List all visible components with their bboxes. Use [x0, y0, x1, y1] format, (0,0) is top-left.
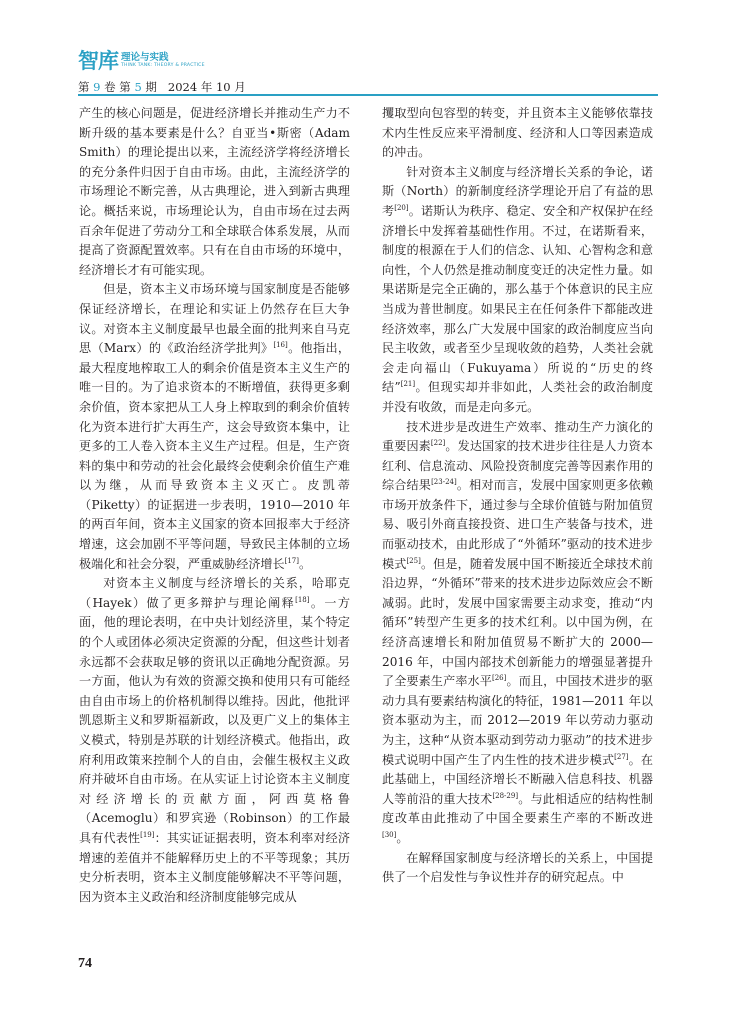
- citation-ref: [18]: [295, 595, 310, 604]
- citation-ref: [26]: [491, 674, 507, 683]
- logo-text: 智库: [78, 49, 118, 73]
- left-paragraph-1: 产生的核心问题是，促进经济增长并推动生产力不断升级的基本要素是什么？自亚当•斯密（Adam Smith）的理论提出以来，主流经济学将经济增长的充分条件归因于自由市场。由此，主流经济学的市场理论不断完善，从古典理论，进入到新古典理论。概括来说，市场理论认为，自由市场在过去两百余年促进了劳动分工和全球联合体系发展，从而提高了资源配置效率。只有在自由市场的环境中，经济增长才有可能实现。: [79, 106, 350, 277]
- text-run: 。在此基础上，中国经济增长不断融入信息科技、机器人等前沿的重大技术: [382, 752, 653, 806]
- right-paragraph-2: [382, 163, 653, 418]
- citation-ref: [30]: [382, 830, 397, 839]
- logo-side: [121, 52, 205, 69]
- citation-ref: [19]: [140, 830, 155, 839]
- issue-info: [78, 79, 246, 95]
- journal-header: [78, 50, 658, 98]
- text-run: 针对资本主义制度与经济增长关系的争论，诺斯（North）的新制度经济学理论开启了有益的思考: [382, 164, 653, 218]
- left-column: [79, 104, 350, 907]
- text-run: 。但是，随着发展中国不断接近全球技术前沿边界，“外循环”带来的技术进步边际效应会不断减弱。此时，发展中国家需要主动求变，推动“内循环”转型产生更多的技术红利。以中国为例，在经济高速增长和附加值贸易不断扩大的 2000—2016 年，中国内部技术创新能力的增强显著提升了全要素生产率水平: [382, 556, 653, 689]
- logo-subtitle: 理论与实践: [121, 52, 169, 63]
- text-run: 。: [396, 830, 409, 845]
- header-rule: [78, 94, 658, 96]
- left-paragraph-2: [79, 280, 350, 574]
- text-run: 技术进步是改进生产效率、推动生产力演化的重要因素: [382, 419, 653, 454]
- volume-number: 9: [93, 80, 101, 94]
- text-run: 。诺斯认为秩序、稳定、安全和产权保护在经济增长中发挥着基础性作用。不过，在诺斯看来，制度的根源在于人们的信念、认知、心智构念和意向性，个人仍然是推动制度变迁的决定性力量。如果诺斯是完全正确的，那么基于个体意识的民主应当成为普世制度。如果民主在任何条件下都能改进经济效率，那么广大发展中国家的政治制度应当向民主收敛，或者至少呈现收敛的趋势，人类社会就会走向福山（Fukuyama）所说的“历史的终结”: [382, 203, 653, 395]
- text-run: 。但现实却并非如此，人类社会的政治制度并没有收敛，而是走向多元。: [382, 380, 653, 414]
- text-run: 。相对而言，发展中国家则更多依赖市场开放条件下，通过参与全球价值链与附加值贸易、吸引外商直接投资、进口生产装备与技术，进而驱动技术，由此形成了“外循环”驱动的技术进步模式: [382, 478, 653, 571]
- text-run: 。发达国家的技术进步往往是人力资本红利、信息流动、风险投资制度完善等因素作用的综合结果: [382, 439, 653, 493]
- vol-mid: 卷 第: [100, 80, 135, 94]
- citation-ref: [17]: [284, 556, 299, 565]
- citation-ref: [27]: [614, 752, 629, 761]
- citation-ref: [20]: [394, 203, 409, 212]
- text-run: 。他指出，最大程度地榨取工人的剩余价值是资本主义生产的唯一目的。为了追求资本的不断增值，获得更多剩余价值，资本家把从工人身上榨取到的剩余价值转化为资本进行扩大再生产，这会导致资本集中，让更多的工人卷入资本主义生产过程。但是，生产资料的集中和劳动的社会化最终会使剩余价值生产难以为继，从而导致资本主义灭亡。皮凯蒂（Piketty）的证据进一步表明，1910—2010 年的两百年间，资本主义国家的资本回报率大于经济增速，这会加剧不平等问题，导致民主体制的立场极端化和社会分裂，严重威胁经济增长: [79, 341, 350, 571]
- text-run: ：其实证证据表明，资本利率对经济增速的差值并不能解释历史上的不平等现象；其历史分析表明，资本主义制度能够解决不平等问题，因为资本主义政治和经济制度能够完成从: [79, 830, 350, 904]
- text-run: 。而且，中国技术进步的驱动力具有要素结构演化的特征，1981—2011 年以资本驱动为主，而 2012—2019 年以劳动力驱动为主，这种“从资本驱动到劳动力驱动”的技术进步模式说明中国产生了内生性的技术进步模式: [382, 674, 653, 767]
- text-run: 对资本主义制度与经济增长的关系，哈耶克（Hayek）做了更多辩护与理论阐释: [79, 576, 350, 610]
- issue-date: 2024 年 10 月: [167, 80, 246, 94]
- text-run: 。一方面，他的理论表明，在中央计划经济里，某个特定的个人或团体必须决定资源的分配，但这些计划者永远都不会获取足够的资讯以正确地分配资源。另一方面，他认为有效的资源交换和使用只有可能经由自由市场上的价格机制得以维持。因此，他批评凯恩斯主义和罗斯福新政，以及更广义上的集体主义模式，特别是苏联的计划经济模式。他指出，政府利用政策来控制个人的自由，会催生极权主义政府并破坏自由市场。在从实证上讨论资本主义制度对经济增长的贡献方面，阿西莫格鲁（Acemoglu）和罗宾逊（Robinson）的工作最具有代表性: [79, 595, 350, 845]
- logo-english: THINK TANK: THEORY & PRACTICE: [121, 63, 205, 68]
- citation-ref: [28-29]: [492, 791, 519, 800]
- text-run: 。: [298, 556, 312, 571]
- citation-ref: [16]: [273, 341, 288, 350]
- citation-ref: [25]: [406, 556, 421, 565]
- page-number: 74: [78, 956, 92, 971]
- vol-prefix: 第: [78, 80, 94, 94]
- right-column: [382, 104, 653, 888]
- citation-ref: [23-24]: [431, 478, 457, 487]
- issue-number: 5: [134, 80, 142, 94]
- journal-logo: [78, 50, 205, 72]
- citation-ref: [21]: [400, 380, 416, 389]
- citation-ref: [22]: [430, 439, 446, 448]
- text-run: 但是，资本主义市场环境与国家制度是否能够保证经济增长，在理论和实证上仍然存在巨大争议。对资本主义制度最早也最全面的批判来自马克思（Marx）的《政治经济学批判》: [79, 282, 350, 356]
- right-paragraph-3: [382, 418, 653, 849]
- right-paragraph-4: 在解释国家制度与经济增长的关系上，中国提供了一个启发性与争议性并存的研究起点。中: [382, 850, 653, 885]
- right-paragraph-1: 攫取型向包容型的转变，并且资本主义能够依靠技术内生性反应来平滑制度、经济和人口等因素造成的冲击。: [382, 106, 653, 160]
- issue-suffix: 期: [141, 80, 157, 94]
- text-run: 。与此相适应的结构性制度改革由此推动了中国全要素生产率的不断改进: [382, 791, 653, 826]
- left-paragraph-3: [79, 574, 350, 907]
